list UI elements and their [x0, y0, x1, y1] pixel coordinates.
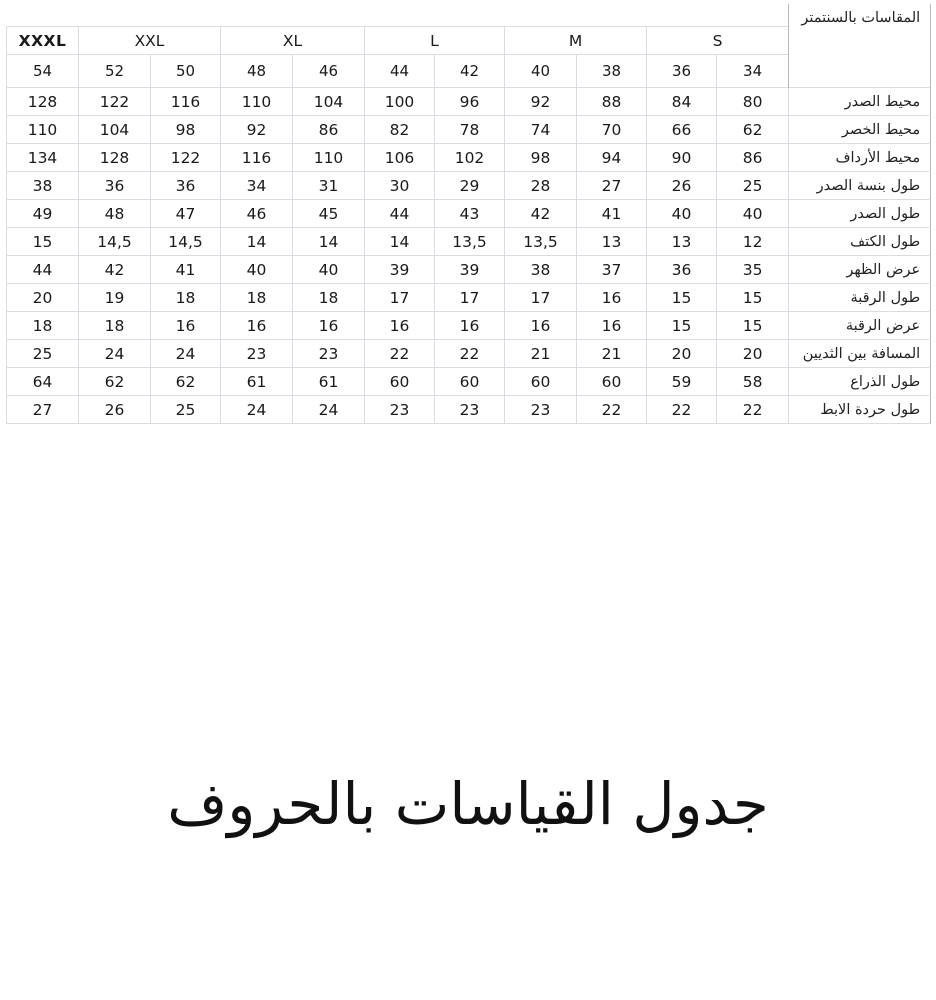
size-group-xxxl: XXXL — [7, 27, 79, 55]
size-number-cell: 34 — [717, 55, 789, 88]
measurement-value-cell: 40 — [717, 200, 789, 228]
measurement-value-cell: 37 — [577, 256, 647, 284]
size-chart-table — [6, 4, 931, 424]
measurement-value-cell: 13 — [577, 228, 647, 256]
measurement-value-cell: 61 — [221, 368, 293, 396]
measurement-label: عرض الرقبة — [789, 312, 931, 340]
measurement-row — [7, 228, 931, 256]
measurement-row — [7, 116, 931, 144]
measurement-value-cell: 86 — [717, 144, 789, 172]
size-number-cell: 46 — [293, 55, 365, 88]
measurement-value-cell: 45 — [293, 200, 365, 228]
measurement-value-cell: 36 — [647, 256, 717, 284]
measurement-value-cell: 104 — [79, 116, 151, 144]
measurement-value-cell: 110 — [293, 144, 365, 172]
measurement-value-cell: 40 — [293, 256, 365, 284]
measurement-value-cell: 59 — [647, 368, 717, 396]
measurement-value-cell: 62 — [717, 116, 789, 144]
measurement-value-cell: 98 — [151, 116, 221, 144]
measurement-value-cell: 60 — [577, 368, 647, 396]
measurement-value-cell: 20 — [647, 340, 717, 368]
measurement-value-cell: 94 — [577, 144, 647, 172]
measurement-value-cell: 23 — [505, 396, 577, 424]
measurement-value-cell: 16 — [577, 284, 647, 312]
measurement-value-cell: 60 — [365, 368, 435, 396]
size-number-cell: 38 — [577, 55, 647, 88]
measurement-value-cell: 23 — [293, 340, 365, 368]
measurement-value-cell: 60 — [505, 368, 577, 396]
measurement-value-cell: 90 — [647, 144, 717, 172]
measurement-row — [7, 284, 931, 312]
measurement-row — [7, 172, 931, 200]
size-number-cell: 48 — [221, 55, 293, 88]
measurement-value-cell: 41 — [151, 256, 221, 284]
measurement-label: محيط الأرداف — [789, 144, 931, 172]
measurement-value-cell: 14,5 — [151, 228, 221, 256]
measurement-value-cell: 29 — [435, 172, 505, 200]
size-number-cell: 52 — [79, 55, 151, 88]
measurement-value-cell: 18 — [293, 284, 365, 312]
measurement-label: محيط الخصر — [789, 116, 931, 144]
measurement-value-cell: 36 — [151, 172, 221, 200]
measurement-row — [7, 368, 931, 396]
measurement-value-cell: 48 — [79, 200, 151, 228]
measurement-value-cell: 15 — [7, 228, 79, 256]
measurement-value-cell: 21 — [505, 340, 577, 368]
measurement-value-cell: 16 — [151, 312, 221, 340]
measurement-value-cell: 18 — [221, 284, 293, 312]
measurement-label: طول الكتف — [789, 228, 931, 256]
measurement-value-cell: 84 — [647, 88, 717, 116]
size-group-m: M — [505, 27, 647, 55]
spacer-row — [7, 4, 931, 27]
measurement-value-cell: 17 — [435, 284, 505, 312]
size-group-xxl: XXL — [79, 27, 221, 55]
measurement-value-cell: 16 — [221, 312, 293, 340]
measurement-value-cell: 104 — [293, 88, 365, 116]
measurement-value-cell: 82 — [365, 116, 435, 144]
size-group-xl: XL — [221, 27, 365, 55]
measurement-value-cell: 49 — [7, 200, 79, 228]
measurement-value-cell: 27 — [577, 172, 647, 200]
size-number-cell: 36 — [647, 55, 717, 88]
measurement-value-cell: 18 — [79, 312, 151, 340]
measurement-value-cell: 16 — [435, 312, 505, 340]
measurement-value-cell: 39 — [435, 256, 505, 284]
measurement-value-cell: 19 — [79, 284, 151, 312]
measurement-value-cell: 16 — [293, 312, 365, 340]
measurement-value-cell: 96 — [435, 88, 505, 116]
measurement-value-cell: 18 — [151, 284, 221, 312]
measurement-value-cell: 46 — [221, 200, 293, 228]
measurement-value-cell: 64 — [7, 368, 79, 396]
measurement-value-cell: 35 — [717, 256, 789, 284]
measurement-value-cell: 21 — [577, 340, 647, 368]
measurement-value-cell: 40 — [221, 256, 293, 284]
measurement-value-cell: 41 — [577, 200, 647, 228]
measurement-value-cell: 86 — [293, 116, 365, 144]
measurement-value-cell: 88 — [577, 88, 647, 116]
measurement-value-cell: 20 — [717, 340, 789, 368]
measurement-value-cell: 23 — [365, 396, 435, 424]
measurement-value-cell: 110 — [221, 88, 293, 116]
measurement-value-cell: 24 — [293, 396, 365, 424]
measurement-value-cell: 20 — [7, 284, 79, 312]
measurement-value-cell: 31 — [293, 172, 365, 200]
measurement-value-cell: 38 — [7, 172, 79, 200]
measurement-value-cell: 42 — [79, 256, 151, 284]
measurement-value-cell: 14,5 — [79, 228, 151, 256]
measurement-label: طول الصدر — [789, 200, 931, 228]
measurement-value-cell: 13,5 — [505, 228, 577, 256]
measurement-value-cell: 25 — [7, 340, 79, 368]
measurement-row — [7, 88, 931, 116]
measurement-value-cell: 14 — [365, 228, 435, 256]
measurement-value-cell: 22 — [365, 340, 435, 368]
measurement-value-cell: 25 — [151, 396, 221, 424]
measurement-value-cell: 17 — [365, 284, 435, 312]
measurement-value-cell: 116 — [151, 88, 221, 116]
page-heading: جدول القياسات بالحروف — [167, 770, 769, 838]
size-number-cell: 42 — [435, 55, 505, 88]
measurement-label: طول الذراع — [789, 368, 931, 396]
measurement-value-cell: 44 — [365, 200, 435, 228]
measurement-label: عرض الظهر — [789, 256, 931, 284]
measurement-value-cell: 61 — [293, 368, 365, 396]
measurement-value-cell: 98 — [505, 144, 577, 172]
measurement-value-cell: 92 — [221, 116, 293, 144]
size-group-l: L — [365, 27, 505, 55]
measurement-value-cell: 23 — [221, 340, 293, 368]
measurement-value-cell: 110 — [7, 116, 79, 144]
measurement-row — [7, 256, 931, 284]
measurement-value-cell: 14 — [221, 228, 293, 256]
size-number-cell: 40 — [505, 55, 577, 88]
measurement-value-cell: 14 — [293, 228, 365, 256]
size-group-s: S — [647, 27, 789, 55]
measurement-value-cell: 60 — [435, 368, 505, 396]
measurement-value-cell: 28 — [505, 172, 577, 200]
size-number-cell: 44 — [365, 55, 435, 88]
measurement-value-cell: 30 — [365, 172, 435, 200]
measurement-value-cell: 106 — [365, 144, 435, 172]
measurement-value-cell: 26 — [647, 172, 717, 200]
measurement-value-cell: 22 — [577, 396, 647, 424]
measurement-value-cell: 42 — [505, 200, 577, 228]
measurement-value-cell: 122 — [79, 88, 151, 116]
size-number-cell: 54 — [7, 55, 79, 88]
measurement-value-cell: 80 — [717, 88, 789, 116]
measurement-value-cell: 70 — [577, 116, 647, 144]
measurement-value-cell: 23 — [435, 396, 505, 424]
measurement-value-cell: 38 — [505, 256, 577, 284]
measurement-value-cell: 18 — [7, 312, 79, 340]
measurement-value-cell: 39 — [365, 256, 435, 284]
measurement-value-cell: 15 — [717, 284, 789, 312]
measurement-value-cell: 36 — [79, 172, 151, 200]
measurement-value-cell: 27 — [7, 396, 79, 424]
measurement-value-cell: 134 — [7, 144, 79, 172]
measurement-value-cell: 16 — [505, 312, 577, 340]
measurement-value-cell: 15 — [717, 312, 789, 340]
measurement-label: محيط الصدر — [789, 88, 931, 116]
measurement-row — [7, 200, 931, 228]
measurement-value-cell: 62 — [151, 368, 221, 396]
measurement-value-cell: 66 — [647, 116, 717, 144]
measurement-value-cell: 16 — [577, 312, 647, 340]
measurement-value-cell: 116 — [221, 144, 293, 172]
measurement-value-cell: 24 — [79, 340, 151, 368]
size-number-cell: 50 — [151, 55, 221, 88]
measurement-value-cell: 13 — [647, 228, 717, 256]
measurement-value-cell: 24 — [221, 396, 293, 424]
measurement-value-cell: 47 — [151, 200, 221, 228]
measurement-value-cell: 24 — [151, 340, 221, 368]
measurement-value-cell: 92 — [505, 88, 577, 116]
measurement-value-cell: 44 — [7, 256, 79, 284]
measurement-label: طول حردة الابط — [789, 396, 931, 424]
measurement-value-cell: 34 — [221, 172, 293, 200]
measurement-label: المسافة بين الثديين — [789, 340, 931, 368]
measurement-row — [7, 340, 931, 368]
measurement-value-cell: 12 — [717, 228, 789, 256]
measurement-value-cell: 43 — [435, 200, 505, 228]
measurement-row — [7, 312, 931, 340]
measurement-value-cell: 122 — [151, 144, 221, 172]
measurement-value-cell: 15 — [647, 312, 717, 340]
measurement-value-cell: 40 — [647, 200, 717, 228]
measurement-value-cell: 22 — [435, 340, 505, 368]
measurement-value-cell: 74 — [505, 116, 577, 144]
measurement-value-cell: 25 — [717, 172, 789, 200]
measurement-value-cell: 15 — [647, 284, 717, 312]
measurement-row — [7, 396, 931, 424]
measurement-label: طول بنسة الصدر — [789, 172, 931, 200]
measurement-value-cell: 17 — [505, 284, 577, 312]
measurement-value-cell: 22 — [717, 396, 789, 424]
measurement-value-cell: 78 — [435, 116, 505, 144]
table-header-label: المقاسات بالسنتمتر — [789, 4, 931, 88]
measurement-value-cell: 26 — [79, 396, 151, 424]
measurement-value-cell: 102 — [435, 144, 505, 172]
measurement-value-cell: 62 — [79, 368, 151, 396]
measurement-value-cell: 58 — [717, 368, 789, 396]
measurement-row — [7, 144, 931, 172]
measurement-value-cell: 13,5 — [435, 228, 505, 256]
measurement-value-cell: 128 — [7, 88, 79, 116]
measurement-value-cell: 16 — [365, 312, 435, 340]
measurement-value-cell: 100 — [365, 88, 435, 116]
measurement-value-cell: 128 — [79, 144, 151, 172]
measurement-value-cell: 22 — [647, 396, 717, 424]
measurement-label: طول الرقبة — [789, 284, 931, 312]
